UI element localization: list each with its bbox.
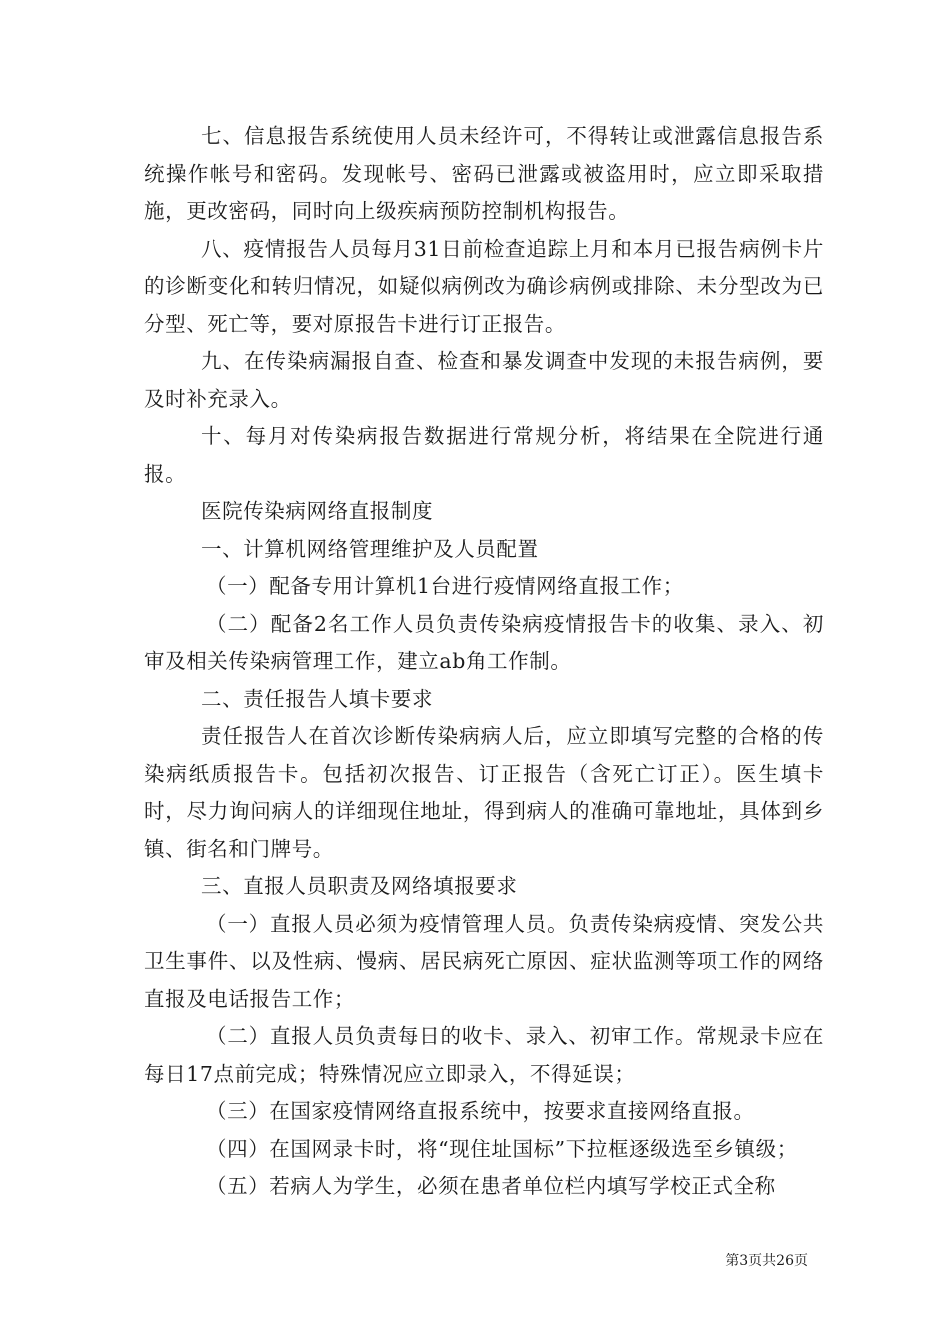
- document-body: [144, 118, 824, 1206]
- item-1-2: （二）配备2名工作人员负责传染病疫情报告卡的收集、录入、初审及相关传染病管理工作，建立ab角工作制。: [144, 611, 824, 673]
- item-3-1: （一）直报人员必须为疫情管理人员。负责传染病疫情、突发公共卫生事件、以及性病、慢病、居民病死亡原因、症状监测等项工作的网络直报及电话报告工作；: [144, 911, 824, 1011]
- item-1-1: （一）配备专用计算机1台进行疫情网络直报工作；: [206, 574, 684, 598]
- item-3-2: （二）直报人员负责每日的收卡、录入、初审工作。常规录卡应在每日17点前完成；特殊情况应立即录入，不得延误；: [144, 1024, 824, 1086]
- paragraph-10: 十、每月对传染病报告数据进行常规分析，将结果在全院进行通报。: [144, 424, 824, 486]
- heading-1: 一、计算机网络管理维护及人员配置: [201, 536, 539, 561]
- paragraph-9: 九、在传染病漏报自查、检查和暴发调查中发现的未报告病例，要及时补充录入。: [144, 349, 824, 411]
- heading-3: 三、直报人员职责及网络填报要求: [201, 874, 518, 898]
- paragraph-7: 七、信息报告系统使用人员未经许可，不得转让或泄露信息报告系统操作帐号和密码。发现帐号、密码已泄露或被盗用时，应立即采取措施，更改密码，同时向上级疾病预防控制机构报告。: [144, 124, 824, 223]
- paragraph-8: 八、疫情报告人员每月31日前检查追踪上月和本月已报告病例卡片的诊断变化和转归情况，如疑似病例改为确诊病例或排除、未分型改为已分型、死亡等，要对原报告卡进行订正报告。: [144, 236, 824, 336]
- item-3-5: （五）若病人为学生，必须在患者单位栏内填写学校正式全称: [206, 1174, 776, 1198]
- item-3-3: （三）在国家疫情网络直报系统中，按要求直接网络直报。: [206, 1099, 755, 1123]
- section-title: 医院传染病网络直报制度: [201, 499, 434, 523]
- paragraph-reporter: 责任报告人在首次诊断传染病病人后，应立即填写完整的合格的传染病纸质报告卡。包括初次报告、订正报告（含死亡订正）。医生填卡时，尽力询问病人的详细现住地址，得到病人的准确可靠地址，具体到乡镇、街名和门牌号。: [144, 724, 824, 861]
- item-3-4: （四）在国网录卡时，将“现住址国标”下拉框逐级选至乡镇级；: [206, 1136, 798, 1161]
- heading-2: 二、责任报告人填卡要求: [201, 686, 434, 711]
- page-number: 第3页共26页: [725, 1253, 808, 1269]
